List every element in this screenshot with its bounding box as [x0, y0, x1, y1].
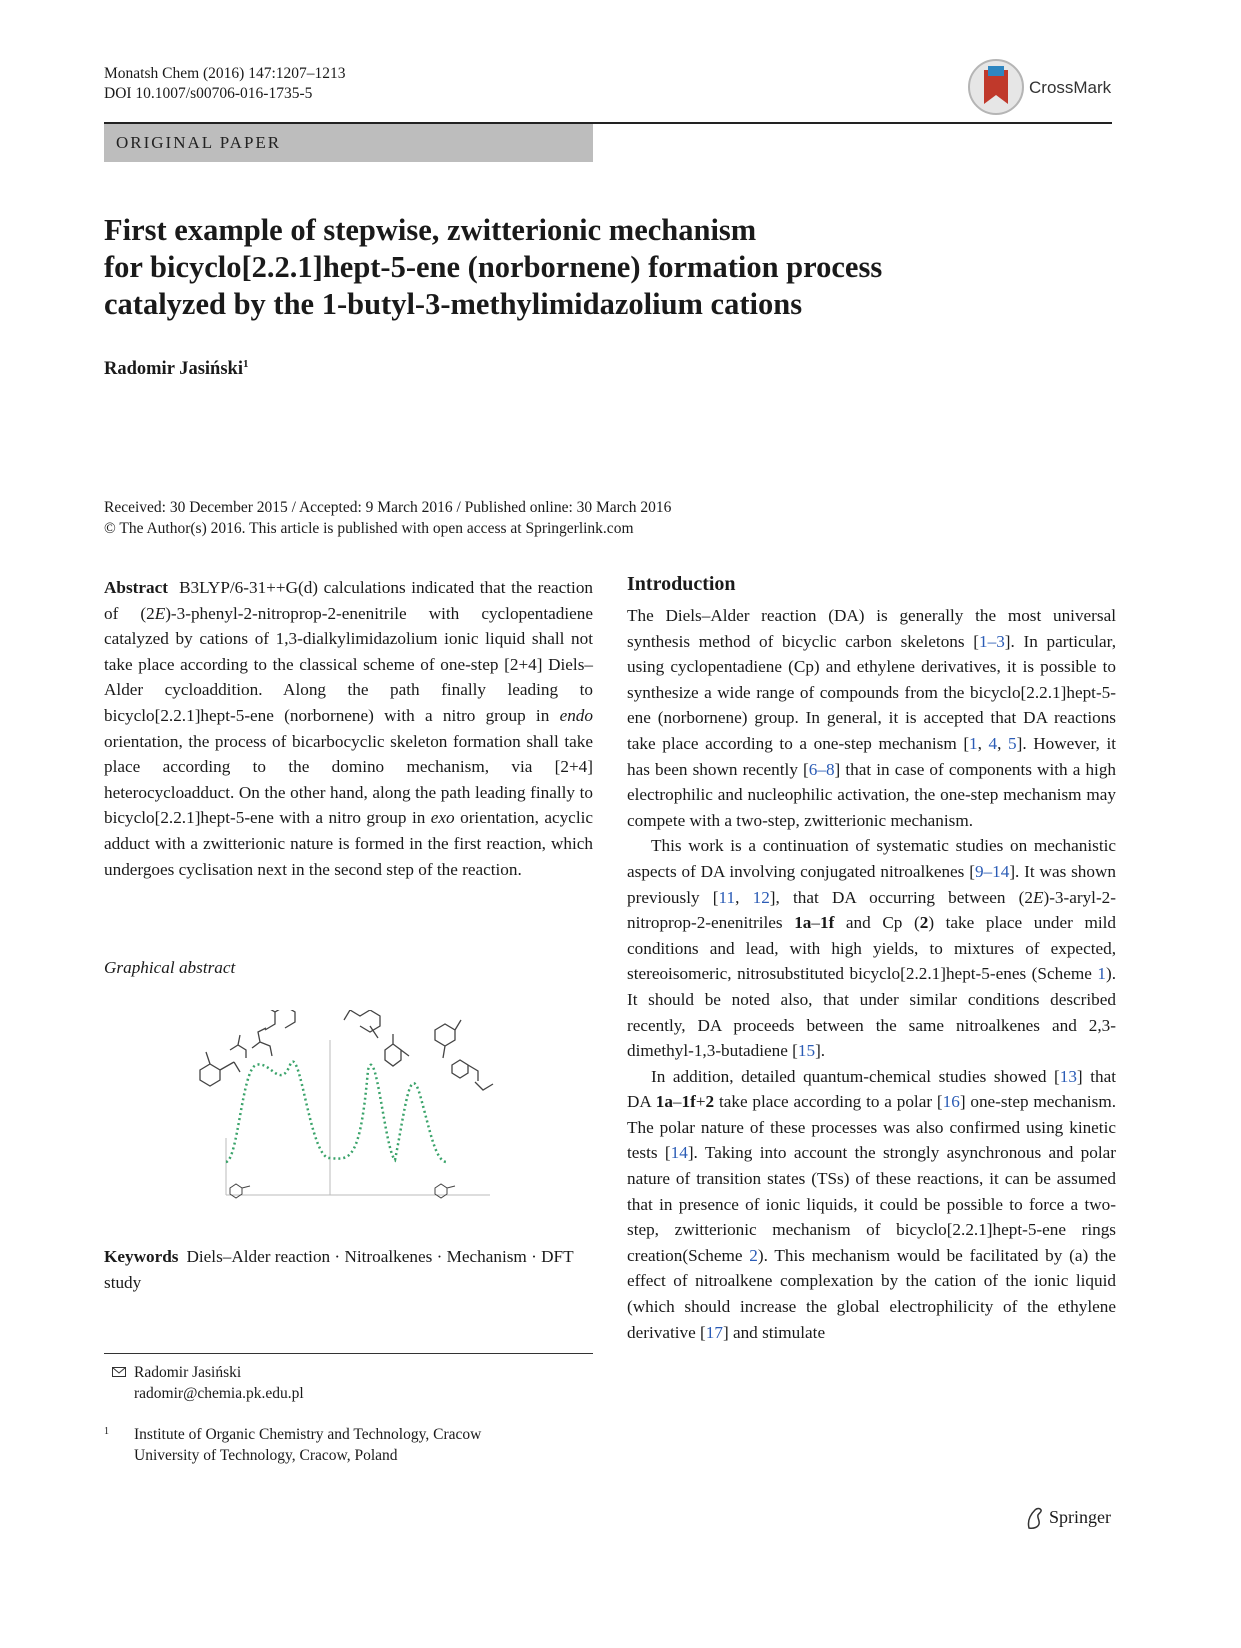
abstract-text: orientation, the process of bicarbocyclic skeleton formation shall take place according to the domino mechanism, via [2+4] heterocycloadduct. On the other hand, along the path leading finally to bicyclo[2.2.1]hept-5-ene with a nitro group in: [104, 731, 593, 828]
abstract-text: endo: [559, 705, 593, 725]
graphical-abstract-label: Graphical abstract: [104, 958, 236, 977]
italic-text: E: [1032, 887, 1044, 907]
body-text: ] and stimulate: [722, 1322, 826, 1342]
author-line: [104, 358, 248, 380]
intro-paragraph: [627, 1064, 1116, 1346]
body-text: )-3-aryl-2-nitroprop-2-enenitriles: [627, 887, 1116, 933]
energy-curve: [226, 1062, 446, 1162]
contact-name: Radomir Jasiński: [134, 1364, 242, 1381]
keywords: [104, 1244, 593, 1295]
compound-label: 2: [705, 1092, 715, 1112]
molecule-drawing: [435, 1020, 493, 1090]
abstract-text: B3LYP/6-31++G(d) calculations indicated that the reaction of (2: [104, 578, 594, 623]
reference-link[interactable]: 15: [797, 1041, 816, 1061]
compound-label: 1a: [794, 913, 812, 933]
reference-link[interactable]: 5: [1008, 733, 1017, 753]
body-text: –: [672, 1092, 682, 1112]
reference-link[interactable]: 1: [969, 733, 978, 753]
doi-line[interactable]: DOI 10.1007/s00706-016-1735-5: [104, 85, 313, 102]
compound-label: 1a: [655, 1092, 673, 1112]
reference-link[interactable]: 11: [718, 887, 736, 907]
compound-label: 1f: [681, 1092, 696, 1112]
crossmark-label: CrossMark: [1029, 78, 1112, 97]
reference-link[interactable]: 12: [752, 887, 770, 907]
reference-link[interactable]: 6–8: [808, 759, 835, 779]
body-text: ]. In particular, using cyclopentadiene (Cp) and ethylene derivatives, it is possible to synthesize a wide range of compounds from the bicyclo[2.2.1]hept-5-ene (norbornene) group. In general, it is accepted that DA reactions take place according to a one-step mechanism [: [627, 631, 1117, 753]
reference-link[interactable]: 4: [988, 733, 998, 753]
author-name[interactable]: Radomir Jasiński: [104, 359, 243, 380]
reference-link[interactable]: 9–14: [974, 861, 1010, 881]
reference-link[interactable]: 1–3: [979, 631, 1005, 651]
envelope-icon: [112, 1367, 126, 1377]
molecule-drawing: [230, 1184, 455, 1198]
crossmark-badge[interactable]: [967, 58, 1115, 116]
author-affiliation-mark: 1: [242, 358, 249, 370]
body-text: ] one-step mechanism. The polar nature of these processes was also confirmed using kinetic tests [: [627, 1092, 1116, 1163]
affiliation-line: University of Technology, Cracow, Poland: [134, 1447, 398, 1464]
journal-citation: [104, 64, 346, 104]
journal-line: Monatsh Chem (2016) 147:1207–1213: [104, 65, 346, 82]
molecule-drawing: [200, 1028, 272, 1086]
copyright-line: © The Author(s) 2016. This article is published with open access at Springerlink.com: [104, 520, 634, 537]
introduction-body: [627, 603, 1116, 1345]
publisher-logo: [1025, 1506, 1111, 1532]
body-text: ) take place under mild conditions and lead, with high yields, to mixtures of expected, stereoisomeric, nitrosubstituted bicyclo[2.2.1]hept-5-enes (Scheme: [627, 913, 1116, 984]
publisher-label: Springer: [1049, 1507, 1111, 1527]
springer-horse-icon: [1025, 1506, 1045, 1530]
body-text: –: [811, 913, 820, 933]
body-text: In addition, detailed quantum-chemical studies showed [: [651, 1066, 1060, 1086]
body-text: ].: [815, 1041, 826, 1061]
body-text: take place according to a polar [: [714, 1092, 943, 1112]
reference-link[interactable]: 16: [942, 1092, 960, 1112]
title-line: First example of stepwise, zwitterionic mechanism: [104, 213, 757, 247]
body-text: The Diels–Alder reaction (DA) is generally the most universal synthesis method of bicyclic carbon skeletons [: [627, 606, 1116, 651]
contact-email[interactable]: radomir@chemia.pk.edu.pl: [134, 1385, 304, 1402]
footnote-rule: [104, 1353, 593, 1354]
body-text: ]. However, it has been shown recently [: [627, 733, 1117, 779]
compound-label: 1f: [819, 913, 835, 933]
title-line: catalyzed by the 1-butyl-3-methylimidazolium cations: [104, 287, 803, 321]
keywords-label: Keywords: [104, 1247, 179, 1266]
graphical-abstract-figure: [190, 1010, 515, 1210]
reference-link[interactable]: 14: [670, 1143, 688, 1163]
section-band: [104, 124, 593, 162]
abstract-text: )-3-phenyl-2-nitroprop-2-enenitrile with cyclopentadiene catalyzed by cations of 1,3-dialkylimidazolium ionic liquid shall not take place according to the classical scheme of one-step [2+4] Diels–Alder cycloaddition. Along the path finally leading to bicyclo[2.2.1]hept-5-ene (norbornene) with a nitro group in: [104, 603, 593, 725]
body-text: ,: [735, 887, 753, 907]
body-text: ). This mechanism would be facilitated by (a) the effect of nitroalkene complexation by the cation of the ionic liquid (which should increase the global electrophilicity of the ethylene derivative [: [627, 1245, 1116, 1342]
body-text: ], that DA occurring between (2: [769, 887, 1033, 907]
molecule-drawing: [344, 1010, 409, 1066]
paper-title: [104, 212, 1104, 323]
publication-dates: [104, 497, 671, 539]
body-text: ]. Taking into account the strongly asynchronous and polar nature of transition states (TSs) of these reactions, it can be assumed that in presence of ionic liquids, it could be possible to force a two-step, zwitterionic mechanism of bicyclo[2.2.1]hept-5-ene rings creation(Scheme: [627, 1143, 1117, 1265]
body-text: ] that DA: [627, 1066, 1116, 1112]
keywords-text: Diels–Alder reaction · Nitroalkenes · Mechanism · DFT study: [104, 1247, 574, 1292]
reference-link[interactable]: 2: [749, 1245, 758, 1265]
compound-label: 2: [919, 913, 929, 933]
body-text: ,: [977, 733, 989, 753]
title-line: for bicyclo[2.2.1]hept-5-ene (norbornene) formation process: [104, 250, 883, 284]
abstract: [104, 575, 593, 882]
energy-profile-image: [190, 1010, 515, 1210]
body-text: ,: [997, 733, 1009, 753]
body-text: ). It should be noted also, that under similar conditions described recently, DA proceeds between the same nitroalkenes and 2,3-dimethyl-1,3-butadiene [: [627, 964, 1116, 1061]
body-text: ]. It was shown previously [: [627, 861, 1116, 907]
reference-link[interactable]: 1: [1097, 964, 1106, 984]
dates-line: Received: 30 December 2015 / Accepted: 9 March 2016 / Published online: 30 March 2016: [104, 499, 672, 516]
section-heading-introduction: Introduction: [627, 573, 736, 595]
reference-link[interactable]: 17: [705, 1322, 723, 1342]
affiliation-line: Institute of Organic Chemistry and Technology, Cracow: [134, 1426, 482, 1443]
body-text: and Cp (: [834, 913, 920, 933]
intro-paragraph: [627, 603, 1116, 833]
body-text: ] that in case of components with a high electrophilic and nucleophilic activation, the one-step mechanism may compete with a two-step, zwitterionic mechanism.: [627, 759, 1117, 830]
abstract-text: exo: [430, 808, 455, 828]
abstract-text: orientation, acyclic adduct with a zwitterionic nature is formed in the first reaction, which undergoes cyclisation next in the second step of the reaction.: [104, 808, 593, 879]
abstract-label: Abstract: [104, 578, 168, 597]
section-label: ORIGINAL PAPER: [116, 133, 282, 152]
molecule-drawing: [265, 1010, 295, 1030]
body-text: This work is a continuation of systematic studies on mechanistic aspects of DA involving conjugated nitroalkenes [: [627, 836, 1116, 881]
body-text: +: [695, 1092, 706, 1112]
abstract-text: E: [154, 603, 166, 623]
reference-link[interactable]: 13: [1059, 1066, 1077, 1086]
crossmark-icon: [967, 58, 1025, 116]
intro-paragraph: [627, 833, 1116, 1063]
affiliation-number: 1: [104, 1426, 109, 1437]
